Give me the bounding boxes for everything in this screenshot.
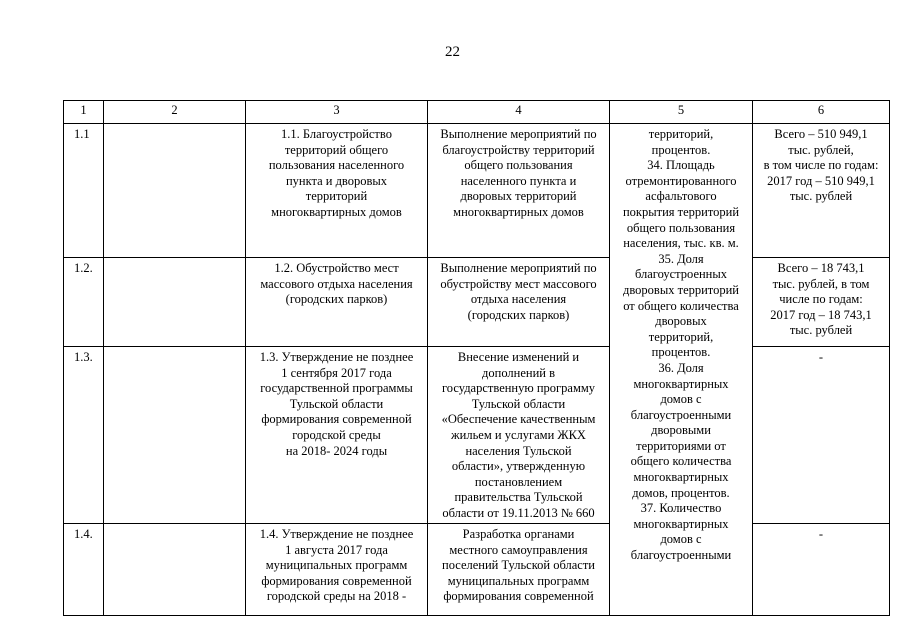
- row-number: 1.4.: [64, 524, 104, 616]
- cell-text-line: процентов.: [651, 142, 711, 157]
- cell-text-line: Всего – 510 949,1: [774, 127, 868, 141]
- cell-text-line: (городских парков): [467, 307, 570, 322]
- cell-text-line: многоквартирных: [633, 470, 729, 485]
- cell-text-line: многоквартирных: [633, 516, 729, 531]
- cell-text-line: 2017 год – 18 743,1: [770, 307, 872, 322]
- cell-text-line: Выполнение мероприятий по: [440, 261, 597, 275]
- cell-text-line: области», утвержденную: [451, 459, 586, 474]
- cell-text-line: 35. Доля: [658, 251, 704, 266]
- cell-text-line: местного самоуправления: [449, 542, 588, 557]
- column-header: 2: [104, 101, 246, 124]
- row-number: 1.2.: [64, 258, 104, 347]
- cell-text-line: правительства Тульской: [454, 490, 583, 505]
- measure-cell: [246, 258, 428, 347]
- cell-text-line: общего пользования: [464, 158, 573, 173]
- cell-text-line: муниципальных программ: [447, 573, 590, 588]
- cell-text-line: 37. Количество: [640, 501, 722, 516]
- funding-cell: [753, 258, 890, 347]
- cell-text-line: благоустроенных: [634, 267, 728, 282]
- responsible-cell: [104, 258, 246, 347]
- cell-text-line: многоквартирных: [633, 376, 729, 391]
- cell-text-line: «Обеспечение качественным: [441, 412, 596, 427]
- cell-text-line: числе по годам:: [779, 292, 863, 307]
- table-row: [64, 524, 890, 616]
- funding-cell: [753, 524, 890, 616]
- cell-text-line: муниципальных программ: [265, 558, 408, 573]
- cell-text-line: территориями от: [636, 438, 726, 453]
- cell-text-line: пользования населенного: [268, 158, 405, 173]
- cell-text-line: территорий,: [648, 329, 714, 344]
- cell-text-line: многоквартирных домов: [453, 204, 584, 219]
- column-header: 5: [610, 101, 753, 124]
- responsible-cell: [104, 124, 246, 258]
- measure-cell: [246, 124, 428, 258]
- cell-text-line: 36. Доля: [658, 360, 704, 375]
- cell-text-line: Тульской области: [289, 396, 384, 411]
- cell-text-line: многоквартирных домов: [271, 204, 402, 219]
- cell-text-line: 1.3. Утверждение не позднее: [259, 350, 414, 364]
- cell-text-line: городской среды: [292, 427, 381, 442]
- page-number: 22: [445, 44, 460, 60]
- cell-text-line: поселений Тульской области: [442, 558, 595, 573]
- cell-text-line: благоустроенными: [630, 407, 732, 422]
- column-header: 3: [246, 101, 428, 124]
- cell-text-line: Всего – 18 743,1: [777, 261, 865, 275]
- cell-text-line: Выполнение мероприятий по: [440, 127, 597, 141]
- cell-text-line: тыс. рублей,: [788, 142, 854, 157]
- cell-text-line: тыс. рублей: [789, 189, 853, 204]
- cell-text-line: дополнений в: [482, 365, 555, 380]
- cell-text-line: формирования современной: [261, 412, 412, 427]
- cell-text-line: населения, тыс. кв. м.: [623, 236, 739, 251]
- cell-text-line: -: [818, 527, 824, 541]
- measure-cell: [246, 347, 428, 524]
- cell-text-line: домов с: [660, 392, 702, 407]
- description-cell: [428, 347, 610, 524]
- cell-text-line: области от 19.11.2013 № 660: [442, 505, 595, 520]
- indicators-cell: [610, 124, 753, 616]
- description-cell: [428, 258, 610, 347]
- cell-text-line: 1.1. Благоустройство: [281, 127, 392, 141]
- cell-text-line: общего пользования: [626, 220, 736, 235]
- table-row: [64, 258, 890, 347]
- cell-text-line: массового отдыха населения: [260, 276, 413, 291]
- cell-text-line: домов, процентов.: [632, 485, 730, 500]
- cell-text-line: отдыха населения: [470, 292, 567, 307]
- row-number: 1.3.: [64, 347, 104, 524]
- funding-cell: [753, 347, 890, 524]
- cell-text-line: Разработка органами: [462, 527, 575, 541]
- cell-text-line: 2017 год – 510 949,1: [767, 173, 875, 188]
- cell-text-line: дворовых: [655, 314, 707, 329]
- cell-text-line: общего количества: [630, 454, 732, 469]
- cell-text-line: государственной программы: [260, 381, 413, 396]
- cell-text-line: дворовых территорий: [623, 282, 739, 297]
- measures-table: [63, 100, 890, 616]
- cell-text-line: населения Тульской: [465, 443, 572, 458]
- funding-cell: [753, 124, 890, 258]
- cell-text-line: 1 сентября 2017 года: [281, 365, 392, 380]
- cell-text-line: жильем и услугами ЖКХ: [451, 427, 586, 442]
- cell-text-line: формирования современной: [443, 589, 594, 604]
- cell-text-line: тыс. рублей, в том: [772, 276, 870, 291]
- cell-text-line: Внесение изменений и: [457, 350, 580, 364]
- cell-text-line: благоустроенными: [630, 548, 732, 563]
- cell-text-line: домов с: [660, 532, 702, 547]
- row-number: 1.1: [64, 124, 104, 258]
- column-header: 1: [64, 101, 104, 124]
- cell-text-line: населенного пункта и: [460, 173, 577, 188]
- cell-text-line: покрытия территорий: [622, 204, 740, 219]
- cell-text-line: дворовых территорий: [460, 189, 577, 204]
- cell-text-line: в том числе по годам:: [763, 158, 879, 173]
- cell-text-line: территорий: [305, 189, 368, 204]
- cell-text-line: территорий,: [648, 127, 714, 141]
- description-cell: [428, 524, 610, 616]
- responsible-cell: [104, 347, 246, 524]
- cell-text-line: благоустройству территорий: [442, 142, 595, 157]
- cell-text-line: (городских парков): [285, 292, 388, 307]
- cell-text-line: 34. Площадь: [647, 158, 715, 173]
- cell-text-line: дворовыми: [651, 423, 711, 438]
- column-header: 6: [753, 101, 890, 124]
- description-cell: [428, 124, 610, 258]
- cell-text-line: отремонтированного: [625, 173, 737, 188]
- cell-text-line: процентов.: [651, 345, 711, 360]
- table-header-row: [64, 101, 890, 124]
- cell-text-line: от общего количества: [623, 298, 739, 313]
- cell-text-line: -: [818, 350, 824, 364]
- cell-text-line: формирования современной: [261, 573, 412, 588]
- cell-text-line: 1.2. Обустройство мест: [274, 261, 399, 275]
- cell-text-line: пункта и дворовых: [285, 173, 388, 188]
- cell-text-line: государственную программу: [441, 381, 596, 396]
- cell-text-line: асфальтового: [645, 189, 717, 204]
- column-header: 4: [428, 101, 610, 124]
- cell-text-line: обустройству мест массового: [440, 276, 597, 291]
- table-row: [64, 124, 890, 258]
- cell-text-line: постановлением: [474, 474, 563, 489]
- cell-text-line: на 2018- 2024 годы: [285, 443, 388, 458]
- responsible-cell: [104, 524, 246, 616]
- cell-text-line: территорий общего: [284, 142, 389, 157]
- measure-cell: [246, 524, 428, 616]
- cell-text-line: Тульской области: [471, 396, 566, 411]
- cell-text-line: 1 августа 2017 года: [285, 542, 388, 557]
- table-row: [64, 347, 890, 524]
- cell-text-line: тыс. рублей: [789, 323, 853, 338]
- cell-text-line: 1.4. Утверждение не позднее: [259, 527, 414, 541]
- cell-text-line: городской среды на 2018 -: [266, 589, 407, 604]
